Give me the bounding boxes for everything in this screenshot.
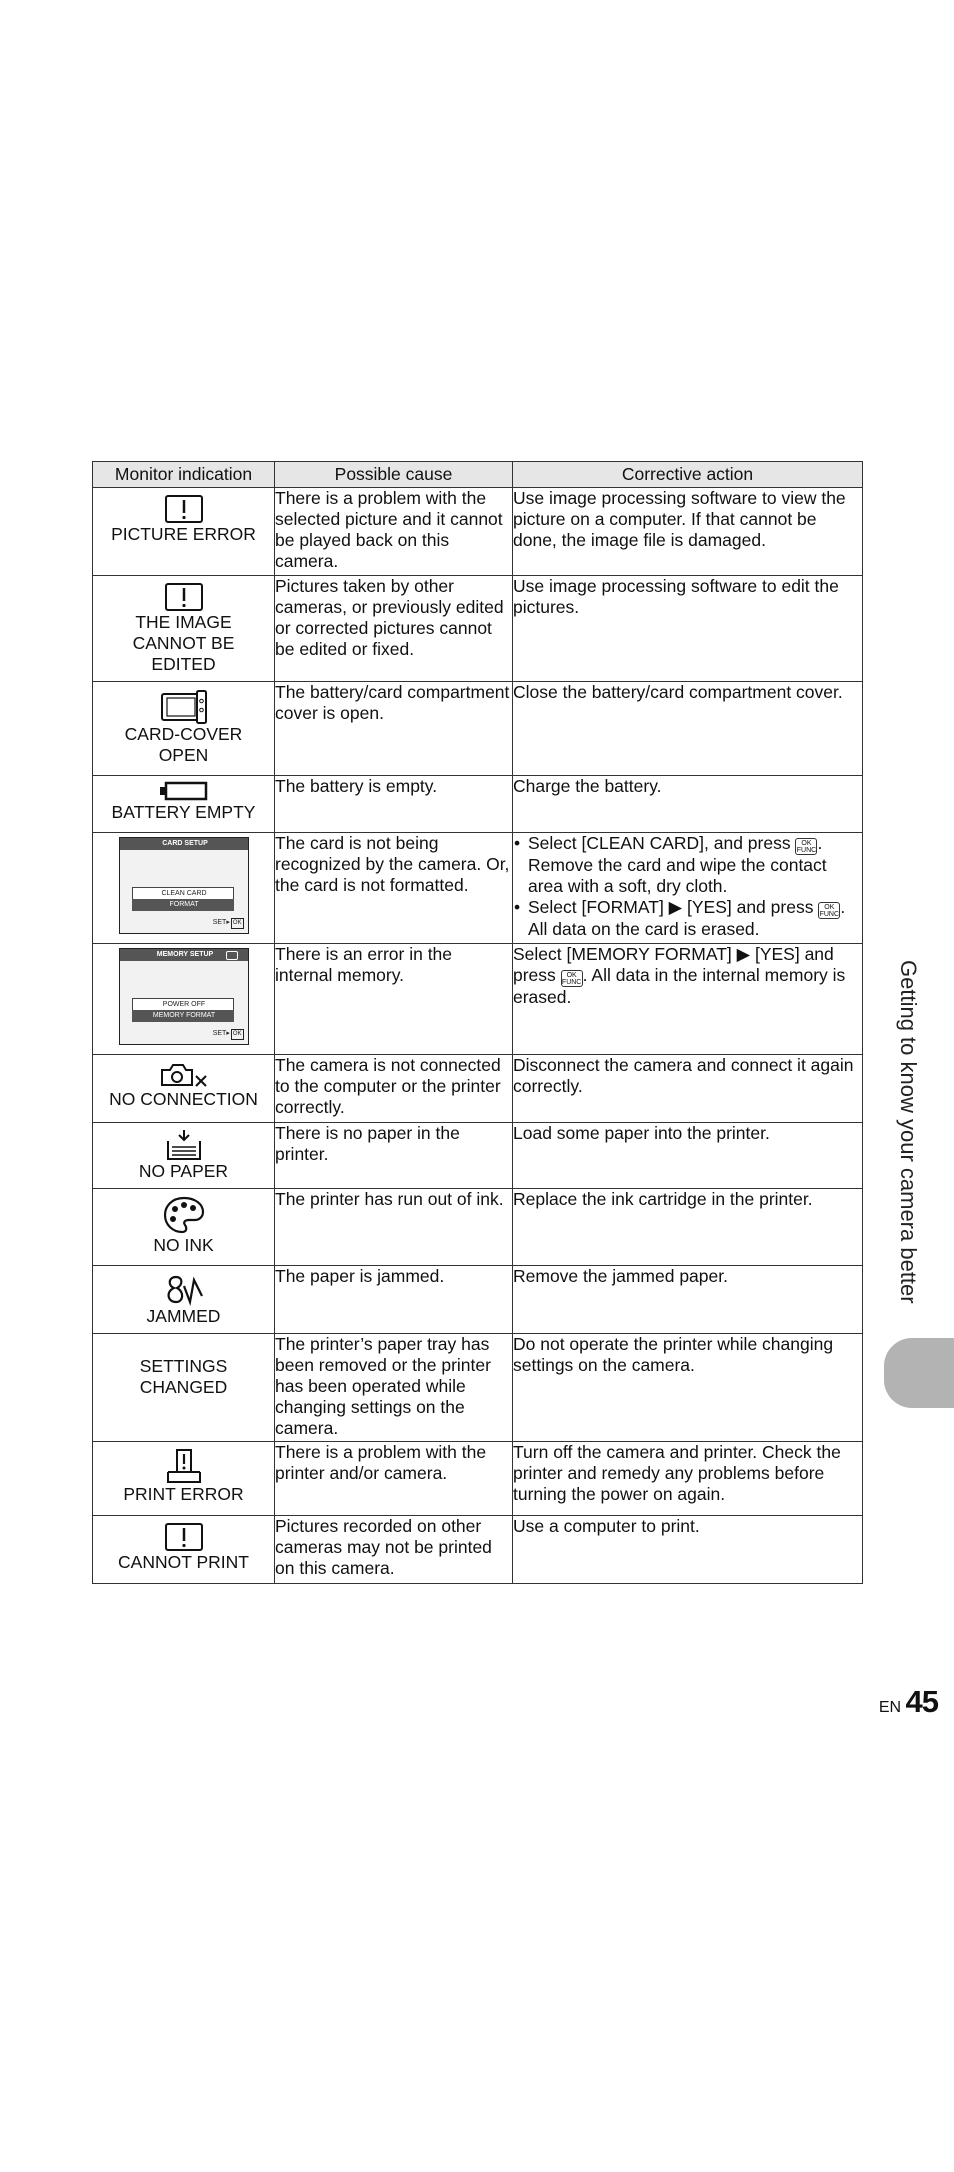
menu-set-label: SET — [212, 1030, 227, 1037]
monitor-label: SETTINGS CHANGED — [139, 1355, 228, 1397]
monitor-label: CARD-COVER OPEN — [124, 724, 243, 765]
menu-option-memory-format: MEMORY FORMAT — [132, 1010, 234, 1022]
cause-cell: The battery is empty. — [275, 776, 513, 833]
monitor-label: CANNOT PRINT — [118, 1552, 249, 1572]
menu-option-power-off: POWER OFF — [132, 998, 234, 1011]
header-corrective-action: Corrective action — [513, 462, 863, 488]
chapter-tab — [884, 1338, 954, 1408]
func-label: FUNC — [819, 911, 840, 918]
cause-cell: There is a problem with the selected picture and it cannot be played back on this camera. — [275, 488, 513, 576]
table-row — [93, 776, 863, 833]
monitor-cell — [93, 488, 275, 576]
action-bullet — [528, 833, 862, 897]
bullet-text: Select [CLEAN CARD], and press — [528, 833, 796, 853]
monitor-label: NO PAPER — [138, 1161, 229, 1181]
monitor-label: JAMMED — [146, 1306, 221, 1326]
action-bullet-list — [513, 833, 862, 940]
monitor-cell — [93, 776, 275, 833]
cause-cell: The battery/card compartment cover is open. — [275, 682, 513, 776]
menu-title: CARD SETUP — [120, 838, 248, 850]
menu-title: MEMORY SETUP — [120, 949, 248, 961]
cause-cell: The card is not being recognized by the camera. Or, the card is not formatted. — [275, 833, 513, 944]
exclamation-box-icon — [164, 1522, 204, 1552]
table-header-row — [93, 462, 863, 488]
cause-cell: Pictures taken by other cameras, or previously edited or corrected pictures cannot be edited or fixed. — [275, 576, 513, 682]
ok-label: OK — [801, 840, 812, 847]
action-cell: Load some paper into the printer. — [513, 1123, 863, 1189]
page-number — [868, 1684, 938, 1720]
action-cell: Turn off the camera and printer. Check the printer and remedy any problems before turning the power on again. — [513, 1442, 863, 1516]
action-cell: Charge the battery. — [513, 776, 863, 833]
paper-jam-icon — [162, 1272, 206, 1306]
action-cell — [513, 833, 863, 944]
cause-cell: The printer’s paper tray has been removed or the printer has been operated while changing settings on the camera. — [275, 1334, 513, 1442]
home-icon — [226, 951, 238, 960]
cause-cell: The printer has run out of ink. — [275, 1189, 513, 1266]
menu-ok-label: OK — [231, 1029, 244, 1040]
action-text: Select [MEMORY FORMAT] ▶ [YES] and press — [513, 944, 834, 985]
camera-disconnected-icon — [158, 1061, 210, 1089]
action-cell: Do not operate the printer while changing settings on the camera. — [513, 1334, 863, 1442]
camera-cover-open-icon — [159, 688, 209, 724]
printer-error-icon — [164, 1448, 204, 1484]
menu-ok-label: OK — [231, 918, 244, 929]
cause-cell: There is no paper in the printer. — [275, 1123, 513, 1189]
monitor-label: NO CONNECTION — [109, 1089, 258, 1109]
ok-func-button-icon — [561, 970, 583, 987]
monitor-cell — [93, 1055, 275, 1123]
table-row — [93, 944, 863, 1055]
func-label: FUNC — [796, 847, 817, 854]
table-row — [93, 488, 863, 576]
table-row — [93, 576, 863, 682]
table-row — [93, 1123, 863, 1189]
menu-set-ok: SET▸ OK — [213, 1029, 244, 1040]
table-row — [93, 1189, 863, 1266]
bullet-text: . Remove the card and wipe the contact area with a soft, dry cloth. — [528, 833, 827, 896]
table-row — [93, 1266, 863, 1334]
cause-cell: There is a problem with the printer and/or camera. — [275, 1442, 513, 1516]
cause-cell: The paper is jammed. — [275, 1266, 513, 1334]
bullet-text: Select [FORMAT] ▶ [YES] and press — [528, 897, 819, 917]
action-cell: Disconnect the camera and connect it again correctly. — [513, 1055, 863, 1123]
menu-option-format: FORMAT — [132, 899, 234, 911]
action-cell: Remove the jammed paper. — [513, 1266, 863, 1334]
monitor-cell — [93, 1442, 275, 1516]
chapter-side-title: Getting to know your camera better — [896, 960, 921, 1304]
exclamation-box-icon — [164, 494, 204, 524]
ok-func-button-icon — [795, 838, 817, 855]
page-number-value: 45 — [905, 1684, 938, 1719]
monitor-label: PRINT ERROR — [123, 1484, 244, 1504]
header-monitor-indication: Monitor indication — [93, 462, 275, 488]
ok-label: OK — [824, 904, 835, 911]
paper-tray-icon — [164, 1129, 204, 1161]
cause-cell: There is an error in the internal memory. — [275, 944, 513, 1055]
table-row — [93, 1516, 863, 1584]
monitor-cell — [93, 833, 275, 944]
ok-func-button-icon — [818, 902, 840, 919]
action-cell: Use a computer to print. — [513, 1516, 863, 1584]
monitor-cell — [93, 1189, 275, 1266]
monitor-cell — [93, 1334, 275, 1442]
ok-label: OK — [566, 972, 577, 979]
menu-option-clean-card: CLEAN CARD — [132, 887, 234, 900]
memory-setup-screen — [119, 948, 249, 1045]
monitor-cell — [93, 944, 275, 1055]
troubleshooting-table — [92, 461, 863, 1584]
cause-cell: The camera is not connected to the computer or the printer correctly. — [275, 1055, 513, 1123]
func-label: FUNC — [561, 979, 582, 986]
action-cell: Use image processing software to edit the pictures. — [513, 576, 863, 682]
monitor-cell — [93, 1266, 275, 1334]
card-setup-screen — [119, 837, 249, 934]
action-cell — [513, 944, 863, 1055]
monitor-label: BATTERY EMPTY — [111, 802, 256, 822]
action-cell: Use image processing software to view the picture on a computer. If that cannot be done, the image file is damaged. — [513, 488, 863, 576]
action-text: . All data in the internal memory is erased. — [513, 965, 846, 1007]
table-row — [93, 1334, 863, 1442]
monitor-cell — [93, 1516, 275, 1584]
header-possible-cause: Possible cause — [275, 462, 513, 488]
action-cell: Close the battery/card compartment cover. — [513, 682, 863, 776]
cause-cell: Pictures recorded on other cameras may not be printed on this camera. — [275, 1516, 513, 1584]
monitor-label: THE IMAGE CANNOT BE EDITED — [132, 612, 235, 674]
action-cell: Replace the ink cartridge in the printer. — [513, 1189, 863, 1266]
table-row — [93, 1055, 863, 1123]
monitor-label: PICTURE ERROR — [111, 524, 256, 544]
ink-palette-icon — [162, 1195, 206, 1235]
battery-empty-icon — [158, 780, 210, 802]
monitor-cell — [93, 1123, 275, 1189]
bullet-text: . All data on the card is erased. — [528, 897, 846, 939]
table-row — [93, 682, 863, 776]
table-row — [93, 1442, 863, 1516]
exclamation-box-icon — [164, 582, 204, 612]
menu-set-label: SET — [212, 919, 227, 926]
table-row — [93, 833, 863, 944]
language-code: EN — [878, 1699, 902, 1716]
monitor-cell — [93, 576, 275, 682]
monitor-label: NO INK — [153, 1235, 214, 1255]
monitor-cell — [93, 682, 275, 776]
action-bullet — [528, 897, 862, 940]
menu-set-ok: SET▸ OK — [213, 918, 244, 929]
